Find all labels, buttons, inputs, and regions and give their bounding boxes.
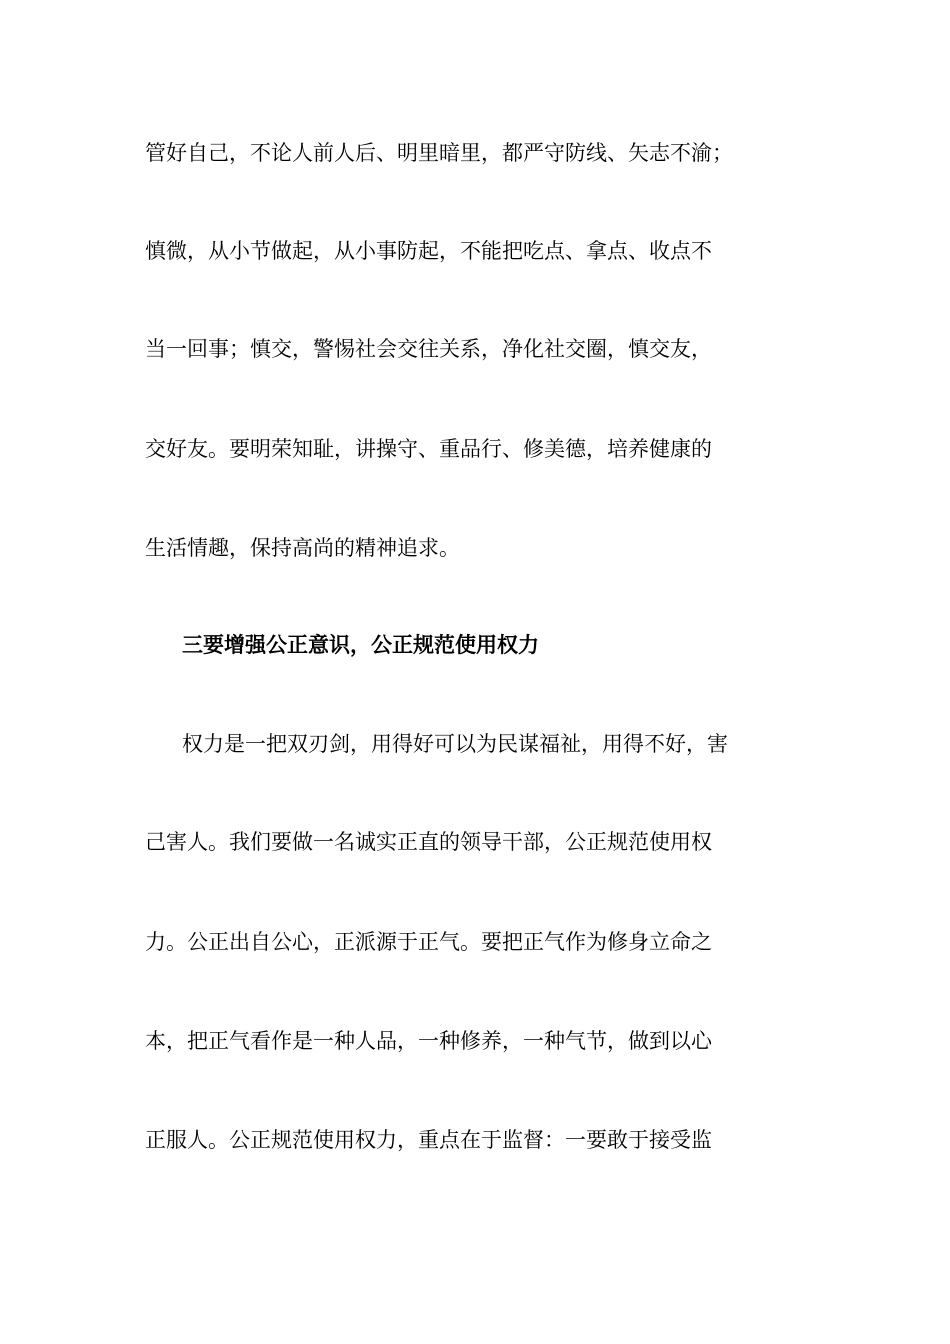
body-text-line: 管好自己，不论人前人后、明里暗里，都严守防线、矢志不渝； xyxy=(145,141,733,165)
body-text-line: 生活情趣，保持高尚的精神追求。 xyxy=(145,536,460,560)
body-text-line: 本，把正气看作是一种人品，一种修养，一种气节，做到以心 xyxy=(145,1029,712,1053)
body-text-line: 交好友。要明荣知耻，讲操守、重品行、修美德，培养健康的 xyxy=(145,437,712,461)
body-text-line: 当一回事；慎交，警惕社会交往关系，净化社交圈，慎交友， xyxy=(145,337,712,361)
body-text-line: 力。公正出自公心，正派源于正气。要把正气作为修身立命之 xyxy=(145,930,712,954)
body-text-line: 己害人。我们要做一名诚实正直的领导干部，公正规范使用权 xyxy=(145,830,712,854)
body-text-line: 慎微，从小节做起，从小事防起，不能把吃点、拿点、收点不 xyxy=(145,239,712,263)
body-text-line: 权力是一把双刃剑，用得好可以为民谋福祉，用得不好，害 xyxy=(182,732,728,756)
body-text-line: 正服人。公正规范使用权力，重点在于监督：一要敢于接受监 xyxy=(145,1128,712,1152)
section-heading: 三要增强公正意识，公正规范使用权力 xyxy=(182,632,539,657)
